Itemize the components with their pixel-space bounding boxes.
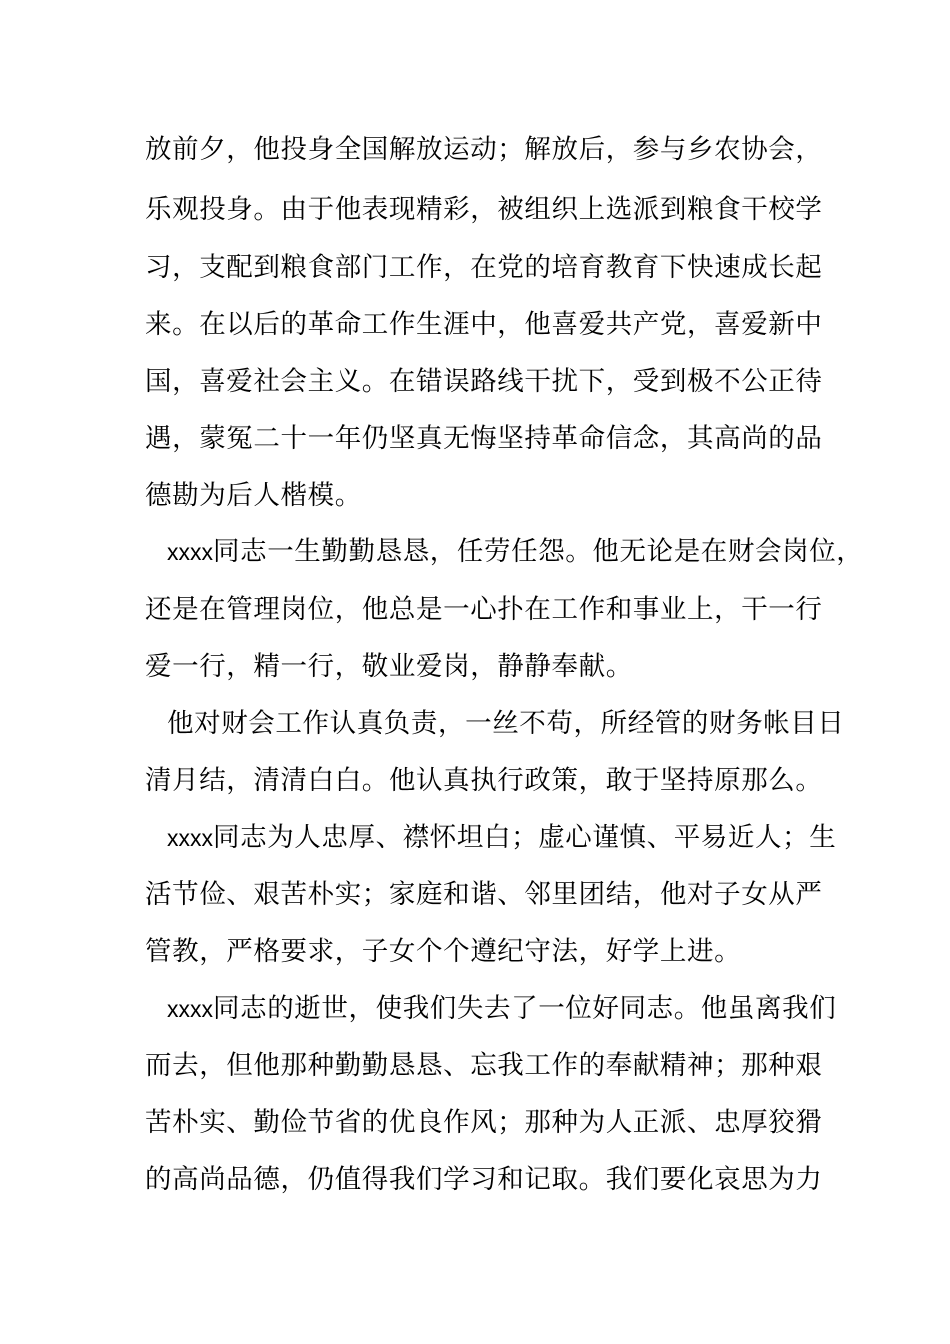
- text-line-8-content: 同志一生勤勤恳恳，任劳任怨。他无论是在财会岗位，: [213, 536, 864, 567]
- text-line-7: 德勘为后人楷模。: [145, 480, 362, 511]
- text-line-2: 乐观投身。由于他表现精彩，被组织上选派到粮食干校学: [145, 194, 823, 225]
- text-line-6: 遇，蒙冤二十一年仍坚真无悔坚持革命信念，其高尚的品: [145, 423, 823, 454]
- text-line-12: 清月结，清清白白。他认真执行政策，敢于坚持原那么。: [145, 765, 823, 796]
- text-line-13-content: 同志为人忠厚、襟怀坦白；虚心谨慎、平易近人；生: [213, 822, 837, 853]
- name-placeholder: xxxx: [167, 539, 213, 565]
- text-line-14: 活节俭、艰苦朴实；家庭和谐、邻里团结，他对子女从严: [145, 879, 823, 910]
- text-line-13: [167, 818, 847, 858]
- text-line-16: [167, 989, 847, 1029]
- text-line-19: 的高尚品德，仍值得我们学习和记取。我们要化哀思为力: [145, 1164, 823, 1195]
- text-line-9: 还是在管理岗位，他总是一心扑在工作和事业上，干一行: [145, 594, 823, 625]
- text-line-15: 管教，严格要求，子女个个遵纪守法，好学上进。: [145, 936, 742, 967]
- text-line-11: 他对财会工作认真负责，一丝不苟，所经管的财务帐目日: [167, 708, 845, 739]
- text-line-16-content: 同志的逝世，使我们失去了一位好同志。他虽离我们: [213, 993, 837, 1024]
- text-line-17: 而去，但他那种勤勤恳恳、忘我工作的奉献精神；那种艰: [145, 1050, 823, 1081]
- name-placeholder: xxxx: [167, 996, 213, 1022]
- text-line-1: 放前夕，他投身全国解放运动；解放后，参与乡农协会，: [145, 134, 823, 165]
- text-line-10: 爱一行，精一行，敬业爱岗，静静奉献。: [145, 651, 633, 682]
- text-line-4: 来。在以后的革命工作生涯中，他喜爱共产党，喜爱新中: [145, 309, 823, 340]
- text-line-5: 国，喜爱社会主义。在错误路线干扰下，受到极不公正待: [145, 366, 823, 397]
- name-placeholder: xxxx: [167, 825, 213, 851]
- text-line-3: 习，支配到粮食部门工作，在党的培育教育下快速成长起: [145, 252, 823, 283]
- text-line-18: 苦朴实、勤俭节省的优良作风；那种为人正派、忠厚狡猾: [145, 1107, 823, 1138]
- text-line-8: [167, 532, 864, 572]
